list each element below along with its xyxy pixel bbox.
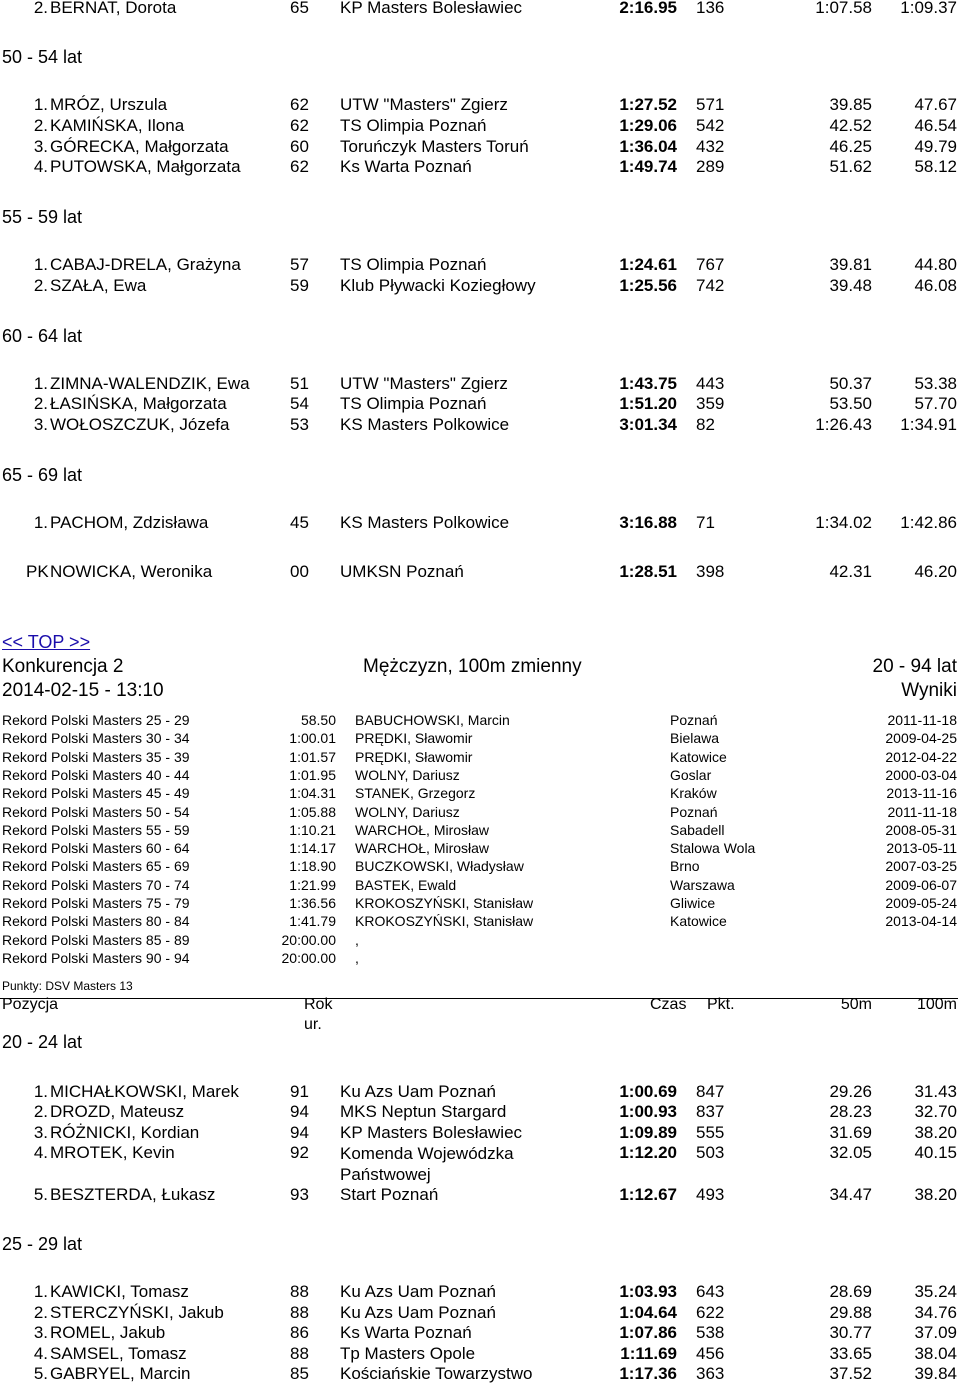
record-row — [0, 748, 960, 766]
club-name: TS Olimpia Poznań — [340, 394, 487, 413]
record-city: Brno — [670, 858, 700, 875]
split-50m: 42.31 — [829, 562, 872, 581]
split-50m: 1:34.02 — [815, 513, 872, 532]
club-name: Ku Azs Uam Poznań — [340, 1282, 496, 1301]
birth-year: 54 — [290, 394, 309, 413]
result-row — [0, 0, 960, 18]
split-100m: 46.20 — [914, 562, 957, 581]
result-time: 1:27.52 — [619, 95, 677, 114]
col-time: Czas — [650, 996, 687, 1013]
birth-year: 94 — [290, 1102, 309, 1121]
swimmer-name: MICHAŁKOWSKI, Marek — [50, 1082, 239, 1101]
record-time: 1:04.31 — [289, 785, 336, 802]
place: 1. — [33, 1282, 48, 1301]
result-row — [0, 1185, 960, 1205]
birth-year: 57 — [290, 255, 309, 274]
result-row — [0, 1123, 960, 1143]
birth-year: 59 — [290, 276, 309, 295]
points: 71 — [696, 513, 715, 532]
record-row — [0, 729, 960, 747]
birth-year: 51 — [290, 374, 309, 393]
club-name: Ku Azs Uam Poznań — [340, 1303, 496, 1322]
points: 643 — [696, 1282, 725, 1301]
club-name: UTW "Masters" Zgierz — [340, 95, 508, 114]
result-row — [0, 95, 960, 115]
points: 622 — [696, 1303, 725, 1322]
record-label: Rekord Polski Masters 40 - 44 — [2, 766, 190, 783]
record-city: Bielawa — [670, 730, 720, 747]
record-holder: BABUCHOWSKI, Marcin — [355, 712, 510, 728]
record-holder: PRĘDKI, Sławomir — [355, 730, 473, 747]
record-date: 2009-06-07 — [885, 876, 957, 893]
club-name: UTW "Masters" Zgierz — [340, 374, 508, 393]
place: 5. — [33, 1185, 48, 1204]
record-time: 1:36.56 — [289, 895, 336, 911]
record-city: Sabadell — [670, 821, 725, 838]
split-50m: 33.65 — [829, 1344, 872, 1363]
swimmer-name: KAWICKI, Tomasz — [50, 1282, 189, 1301]
col-place: Pozycja — [2, 996, 59, 1013]
record-label: Rekord Polski Masters 80 - 84 — [2, 913, 190, 930]
record-holder: WARCHOŁ, Mirosław — [355, 840, 490, 857]
swimmer-name: ŁASIŃSKA, Małgorzata — [50, 394, 227, 413]
record-time: 1:10.21 — [289, 821, 336, 838]
club-name: Tp Masters Opole — [340, 1344, 476, 1363]
record-time: 1:05.88 — [289, 803, 336, 820]
swimmer-name: MROTEK, Kevin — [50, 1143, 175, 1162]
result-time: 1:04.64 — [619, 1303, 677, 1322]
split-100m: 31.43 — [914, 1082, 957, 1101]
place: 4. — [33, 157, 48, 176]
event-ages: 20 - 94 lat — [872, 656, 957, 677]
record-row — [0, 949, 960, 967]
split-50m: 32.05 — [829, 1143, 872, 1162]
swimmer-name: NOWICKA, Weronika — [50, 562, 213, 581]
record-holder: WARCHOŁ, Mirosław — [355, 821, 490, 838]
place: PK — [26, 562, 49, 581]
birth-year: 60 — [290, 137, 309, 156]
split-50m: 39.48 — [829, 276, 872, 295]
swimmer-name: MRÓZ, Urszula — [50, 95, 168, 114]
birth-year: 62 — [290, 116, 309, 135]
record-time: 1:14.17 — [289, 840, 336, 857]
swimmer-name: RÓŻNICKI, Kordian — [50, 1123, 200, 1142]
record-row — [0, 876, 960, 894]
birth-year: 94 — [290, 1123, 309, 1142]
swimmer-name: DROZD, Mateusz — [50, 1102, 185, 1121]
record-label: Rekord Polski Masters 65 - 69 — [2, 858, 190, 875]
result-time: 3:01.34 — [619, 415, 677, 434]
club-name: UMKSN Poznań — [340, 562, 464, 581]
place: 2. — [33, 276, 48, 295]
club-name: Toruńczyk Masters Toruń — [340, 137, 529, 156]
club-name: KS Masters Polkowice — [340, 415, 510, 434]
points: 542 — [696, 116, 725, 135]
record-time: 1:00.01 — [289, 730, 336, 747]
col-pts: Pkt. — [707, 996, 735, 1013]
record-city: Stalowa Wola — [670, 840, 756, 857]
swimmer-name: BESZTERDA, Łukasz — [50, 1185, 216, 1204]
split-50m: 30.77 — [829, 1323, 872, 1342]
result-row — [0, 255, 960, 275]
club-name: KP Masters Bolesławiec — [340, 0, 523, 17]
result-time: 1:00.93 — [619, 1102, 677, 1121]
points: 847 — [696, 1082, 725, 1101]
result-row — [0, 1082, 960, 1102]
split-100m: 34.76 — [914, 1303, 957, 1322]
birth-year: 91 — [290, 1082, 309, 1101]
place: 3. — [33, 1123, 48, 1142]
record-date: 2009-04-25 — [885, 730, 957, 747]
result-time: 1:51.20 — [619, 394, 677, 413]
age-group-label: 50 - 54 lat — [2, 47, 83, 67]
record-holder: WOLNY, Dariusz — [355, 766, 460, 783]
result-row — [0, 137, 960, 157]
swimmer-name: GABRYEL, Marcin — [50, 1364, 191, 1383]
club-name: MKS Neptun Stargard — [340, 1102, 507, 1121]
place: 4. — [33, 1344, 48, 1363]
birth-year: 85 — [290, 1364, 309, 1383]
record-time: 1:41.79 — [289, 913, 336, 930]
col-100m: 100m — [916, 996, 957, 1013]
split-50m: 37.52 — [829, 1364, 872, 1383]
points: 456 — [696, 1344, 725, 1363]
result-row — [0, 513, 960, 533]
club-name: Start Poznań — [340, 1185, 439, 1204]
swimmer-name: PUTOWSKA, Małgorzata — [50, 157, 241, 176]
record-label: Rekord Polski Masters 35 - 39 — [2, 748, 190, 765]
record-label: Rekord Polski Masters 75 - 79 — [2, 895, 190, 911]
split-50m: 39.81 — [829, 255, 872, 274]
place: 2. — [33, 1102, 48, 1121]
record-date: 2011-11-18 — [887, 803, 957, 820]
club-name: Komenda Wojewódzka Państwowej — [340, 1144, 514, 1184]
points: 82 — [696, 415, 715, 434]
place: 1. — [33, 513, 48, 532]
result-time: 1:12.67 — [619, 1185, 677, 1204]
place: 2. — [33, 394, 48, 413]
record-row — [0, 839, 960, 857]
record-holder: PRĘDKI, Sławomir — [355, 748, 473, 765]
place: 1. — [33, 1082, 48, 1101]
record-date: 2008-05-31 — [885, 821, 957, 838]
swimmer-name: STERCZYŃSKI, Jakub — [50, 1303, 224, 1322]
swimmer-name: SZAŁA, Ewa — [50, 276, 147, 295]
split-50m: 51.62 — [829, 157, 872, 176]
split-100m: 39.84 — [914, 1364, 957, 1383]
record-row — [0, 894, 960, 912]
place: 3. — [33, 415, 48, 434]
record-label: Rekord Polski Masters 55 - 59 — [2, 821, 190, 838]
swimmer-name: PACHOM, Zdzisława — [50, 513, 209, 532]
result-time: 1:24.61 — [619, 255, 677, 274]
birth-year: 88 — [290, 1303, 309, 1322]
club-name: Ks Warta Poznań — [340, 157, 472, 176]
birth-year: 88 — [290, 1344, 309, 1363]
result-time: 1:00.69 — [619, 1082, 677, 1101]
result-row — [0, 1364, 960, 1384]
result-row — [0, 1282, 960, 1302]
split-50m: 28.69 — [829, 1282, 872, 1301]
birth-year: 00 — [290, 562, 309, 581]
swimmer-name: GÓRECKA, Małgorzata — [50, 137, 229, 156]
record-city: Kraków — [670, 785, 717, 802]
split-100m: 44.80 — [914, 255, 957, 274]
points: 398 — [696, 562, 725, 581]
split-50m: 53.50 — [829, 394, 872, 413]
age-group-label: 25 - 29 lat — [2, 1234, 83, 1254]
points: 443 — [696, 374, 725, 393]
result-time: 1:28.51 — [619, 562, 677, 581]
event-kind: Wyniki — [901, 680, 957, 701]
record-date: 2013-05-11 — [886, 840, 957, 857]
place: 1. — [33, 95, 48, 114]
record-row — [0, 821, 960, 839]
result-time: 1:17.36 — [619, 1364, 677, 1383]
col-50m: 50m — [840, 996, 872, 1013]
result-time: 1:11.69 — [620, 1344, 677, 1363]
record-label: Rekord Polski Masters 60 - 64 — [2, 840, 190, 857]
split-50m: 46.25 — [829, 137, 872, 156]
split-50m: 29.88 — [829, 1303, 872, 1322]
split-50m: 28.23 — [829, 1102, 872, 1121]
club-name: Kościańskie Towarzystwo — [340, 1364, 533, 1383]
place: 5. — [33, 1364, 48, 1383]
result-row — [0, 276, 960, 296]
place: 2. — [33, 0, 48, 17]
swimmer-name: ROMEL, Jakub — [50, 1323, 166, 1342]
record-date: 2012-04-22 — [885, 748, 957, 765]
points: 767 — [696, 255, 725, 274]
club-name: Ku Azs Uam Poznań — [340, 1082, 496, 1101]
split-100m: 1:09.37 — [900, 0, 957, 17]
points: 837 — [696, 1102, 725, 1121]
record-date: 2013-04-14 — [885, 913, 957, 930]
place: 2. — [33, 116, 48, 135]
record-label: Rekord Polski Masters 25 - 29 — [2, 712, 190, 728]
points: 538 — [696, 1323, 725, 1342]
split-100m: 49.79 — [914, 137, 957, 156]
split-100m: 47.67 — [914, 95, 957, 114]
result-time: 1:07.86 — [619, 1323, 677, 1342]
result-time: 1:03.93 — [619, 1282, 677, 1301]
record-row — [0, 931, 960, 949]
swimmer-name: KAMIŃSKA, Ilona — [50, 116, 185, 135]
result-row — [0, 374, 960, 394]
club-name: TS Olimpia Poznań — [340, 255, 487, 274]
result-row — [0, 562, 960, 582]
birth-year: 62 — [290, 95, 309, 114]
record-label: Rekord Polski Masters 30 - 34 — [2, 730, 190, 747]
record-city: Poznań — [670, 803, 718, 820]
result-row — [0, 116, 960, 136]
result-time: 3:16.88 — [619, 513, 677, 532]
record-time: 58.50 — [300, 712, 336, 728]
split-100m: 1:42.86 — [900, 513, 957, 532]
split-50m: 29.26 — [829, 1082, 872, 1101]
birth-year: 88 — [290, 1282, 309, 1301]
top-link[interactable]: << TOP >> — [2, 632, 91, 652]
points: 503 — [696, 1143, 725, 1162]
points: 742 — [696, 276, 725, 295]
result-time: 1:43.75 — [619, 374, 677, 393]
record-city: Gliwice — [670, 895, 716, 911]
split-50m: 1:07.58 — [815, 0, 872, 17]
age-group-label: 65 - 69 lat — [2, 465, 83, 485]
split-100m: 53.38 — [914, 374, 957, 393]
record-city: Warszawa — [670, 876, 735, 893]
record-row — [0, 784, 960, 802]
swimmer-name: BERNAT, Dorota — [50, 0, 177, 17]
result-row — [0, 1323, 960, 1343]
record-label: Rekord Polski Masters 70 - 74 — [2, 876, 190, 893]
place: 3. — [33, 1323, 48, 1342]
record-row — [0, 711, 960, 729]
result-row — [0, 1344, 960, 1364]
record-time: 1:18.90 — [289, 858, 336, 875]
swimmer-name: ZIMNA-WALENDZIK, Ewa — [50, 374, 250, 393]
result-row — [0, 415, 960, 435]
record-label: Rekord Polski Masters 90 - 94 — [2, 949, 190, 966]
swimmer-name: CABAJ-DRELA, Grażyna — [50, 255, 241, 274]
record-holder: BASTEK, Ewald — [355, 876, 457, 893]
result-row — [0, 394, 960, 414]
birth-year: 45 — [290, 513, 309, 532]
record-holder: KROKOSZYŃSKI, Stanisław — [355, 895, 534, 911]
birth-year: 93 — [290, 1185, 309, 1204]
split-100m: 58.12 — [914, 157, 957, 176]
age-group-label: 60 - 64 lat — [2, 326, 83, 346]
points: 136 — [696, 0, 725, 17]
place: 3. — [33, 137, 48, 156]
age-group-label: 20 - 24 lat — [2, 1032, 83, 1052]
event-datetime: 2014-02-15 - 13:10 — [2, 680, 164, 701]
record-label: Rekord Polski Masters 45 - 49 — [2, 785, 190, 802]
split-50m: 1:26.43 — [815, 415, 872, 434]
club-name: KS Masters Polkowice — [340, 513, 510, 532]
result-time: 1:49.74 — [619, 157, 677, 176]
record-date: 2009-05-24 — [885, 895, 957, 911]
place: 2. — [33, 1303, 48, 1322]
points: 432 — [696, 137, 725, 156]
record-holder: , — [355, 949, 359, 966]
record-date: 2007-03-25 — [885, 858, 957, 875]
points: 289 — [696, 157, 725, 176]
record-city: Katowice — [670, 748, 727, 765]
header-rule — [0, 998, 958, 999]
record-time: 20:00.00 — [281, 931, 336, 948]
record-label: Rekord Polski Masters 50 - 54 — [2, 803, 190, 820]
record-time: 1:01.95 — [289, 766, 336, 783]
result-row — [0, 157, 960, 177]
result-time: 1:09.89 — [619, 1123, 677, 1142]
result-row — [0, 1143, 960, 1185]
record-holder: KROKOSZYŃSKI, Stanisław — [355, 913, 534, 930]
result-time: 1:36.04 — [619, 137, 677, 156]
record-date: 2013-11-16 — [886, 785, 957, 802]
result-time: 1:12.20 — [619, 1143, 677, 1162]
place: 4. — [33, 1143, 48, 1162]
record-holder: WOLNY, Dariusz — [355, 803, 460, 820]
split-50m: 31.69 — [829, 1123, 872, 1142]
record-city: Poznań — [670, 712, 718, 728]
place: 1. — [33, 255, 48, 274]
split-100m: 57.70 — [914, 394, 957, 413]
result-row — [0, 1303, 960, 1323]
birth-year: 62 — [290, 157, 309, 176]
points-label: Punkty: DSV Masters 13 — [2, 979, 133, 993]
result-row — [0, 1102, 960, 1122]
birth-year: 86 — [290, 1323, 309, 1342]
col-year-sub: ur. — [304, 1016, 322, 1033]
record-row — [0, 912, 960, 930]
club-name: Ks Warta Poznań — [340, 1323, 472, 1342]
split-50m: 42.52 — [829, 116, 872, 135]
birth-year: 53 — [290, 415, 309, 434]
event-title: Konkurencja 2 — [2, 656, 124, 677]
split-100m: 40.15 — [914, 1143, 957, 1162]
points: 363 — [696, 1364, 725, 1383]
split-100m: 35.24 — [914, 1282, 957, 1301]
split-100m: 37.09 — [914, 1323, 957, 1342]
record-label: Rekord Polski Masters 85 - 89 — [2, 931, 190, 948]
points: 359 — [696, 394, 725, 413]
split-50m: 50.37 — [829, 374, 872, 393]
record-time: 1:21.99 — [289, 876, 336, 893]
record-holder: STANEK, Grzegorz — [355, 785, 476, 802]
record-holder: , — [355, 931, 359, 948]
swimmer-name: SAMSEL, Tomasz — [50, 1344, 187, 1363]
record-city: Katowice — [670, 913, 727, 930]
col-year: Rok — [304, 996, 333, 1013]
record-row — [0, 857, 960, 875]
birth-year: 65 — [290, 0, 309, 17]
record-holder: BUCZKOWSKI, Władysław — [355, 858, 524, 875]
age-group-label: 55 - 59 lat — [2, 207, 83, 227]
birth-year: 92 — [290, 1143, 309, 1162]
split-100m: 38.04 — [914, 1344, 957, 1363]
split-100m: 46.08 — [914, 276, 957, 295]
result-time: 2:16.95 — [619, 0, 677, 17]
split-50m: 34.47 — [829, 1185, 872, 1204]
club-name: KP Masters Bolesławiec — [340, 1123, 523, 1142]
points: 571 — [696, 95, 725, 114]
record-time: 20:00.00 — [281, 949, 336, 966]
event-name: Mężczyzn, 100m zmienny — [363, 656, 582, 677]
club-name: TS Olimpia Poznań — [340, 116, 487, 135]
result-time: 1:25.56 — [619, 276, 677, 295]
record-time: 1:01.57 — [289, 748, 336, 765]
swimmer-name: WOŁOSZCZUK, Józefa — [50, 415, 230, 434]
split-100m: 1:34.91 — [900, 415, 957, 434]
split-100m: 38.20 — [914, 1185, 957, 1204]
record-date: 2011-11-18 — [887, 712, 957, 728]
record-row — [0, 803, 960, 821]
record-row — [0, 766, 960, 784]
split-50m: 39.85 — [829, 95, 872, 114]
split-100m: 32.70 — [914, 1102, 957, 1121]
record-city: Goslar — [670, 766, 712, 783]
club-name: Klub Pływacki Koziegłowy — [340, 276, 536, 295]
result-time: 1:29.06 — [619, 116, 677, 135]
place: 1. — [33, 374, 48, 393]
points: 493 — [696, 1185, 725, 1204]
points: 555 — [696, 1123, 725, 1142]
split-100m: 46.54 — [914, 116, 957, 135]
record-date: 2000-03-04 — [885, 766, 957, 783]
split-100m: 38.20 — [914, 1123, 957, 1142]
